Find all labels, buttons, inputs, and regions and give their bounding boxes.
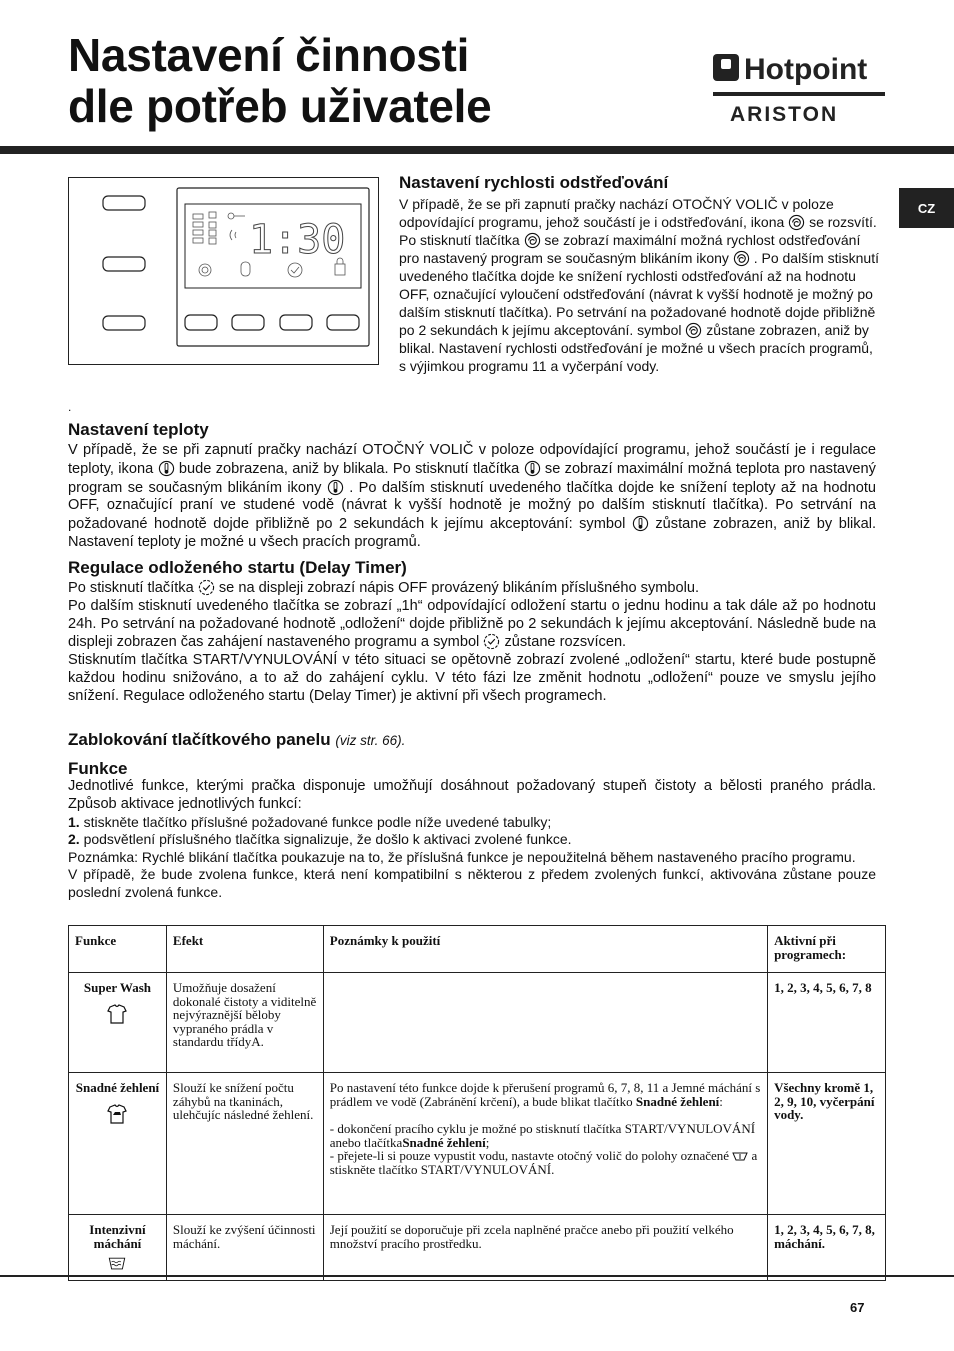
easy-iron-icon	[104, 1101, 130, 1127]
header-rule	[0, 146, 954, 154]
panel-button-bottom-3	[280, 315, 312, 330]
notes-cell: Její použití se doporučuje při zcela naplněné pračce anebo při použití velkého množství pracího prostředku.	[323, 1215, 767, 1281]
table-row	[69, 973, 886, 1073]
shirt-wash-icon	[104, 1001, 130, 1027]
notes-cell: Po nastavení této funkce dojde k přerušení programů 6, 7, 8, 11 a Jemné máchání s prádlem ve vodě (Zabránění krčení), a bude blikat tlačítko Snadné žehlení: - dokončení pracího cyklu je možné po stisknutí tlačítka START/VYNULOVÁNÍ anebo tlačítkaSnadné žehlení; - přejete-li si pouze vypustit vodu, nastavte otočný volič do polohy označené a stiskněte tlačítko START/VYNULOVÁNÍ.	[323, 1073, 767, 1215]
stray-dot: .	[68, 400, 72, 414]
notes-cell	[323, 973, 767, 1073]
temperature-heading: Nastavení teploty	[68, 420, 209, 439]
spin-text: V případě, že se při zapnutí pračky nachází OTOČNÝ VOLIČ v poloze odpovídající programu, jehož součástí je i odstřeďování, ikona se rozsvítí. Po stisknutí tlačítka se zobrazí maximální možná rychlost odstřeďování pro nastavený program se současným blikáním ikony . Po dalším stisknutí uvedeného tlačítka dojde ke snížení rychlosti odstřeďování až na hodnotu OFF, označující vyloučení odstřeďování (návrat k vyšší hodnotě je možný po dalším stisknutí tlačítka). Po setrvání na požadované hodnotě dojde přibližně po 2 sekundách k jejímu akceptování. symbol zůstane zobrazen, aniž by blikal. Nastavení rychlosti odstřeďování je možné u všech pracích programů, s výjimkou programu 11 a vyčerpání vody.	[399, 196, 879, 374]
programs-cell: 1, 2, 3, 4, 5, 6, 7, 8, máchání.	[768, 1215, 886, 1281]
intensive-rinse-icon	[106, 1252, 128, 1272]
function-name: Intenzivní máchání	[89, 1222, 146, 1251]
function-cell	[69, 1073, 167, 1215]
table-row	[69, 1073, 886, 1215]
panel-button-bottom-4	[327, 315, 359, 330]
effect-cell: Slouží ke zvýšení účinnosti máchání.	[166, 1215, 323, 1281]
table-header-row	[69, 926, 886, 973]
delay-timer-icon	[483, 633, 500, 650]
function-cell	[69, 1215, 167, 1281]
lcd-time-readout: 1:30	[249, 217, 346, 263]
control-panel-illustration	[68, 177, 379, 365]
panel-button-left-1	[103, 196, 145, 210]
keylock-heading: Zablokování tlačítkového panelu (viz str. 66).	[68, 730, 406, 749]
header-cell: Poznámky k použití	[323, 926, 767, 973]
temperature-icon	[327, 479, 344, 496]
header-cell: Funkce	[69, 926, 167, 973]
function-cell	[69, 973, 167, 1073]
logo-brand-sub: ARISTON	[730, 103, 839, 126]
language-tab: CZ	[899, 188, 954, 228]
spin-heading: Nastavení rychlosti odstřeďování	[399, 173, 669, 192]
functions-text: Jednotlivé funkce, kterými pračka disponuje umožňují dosáhnout požadovaný stupeň čistoty a bělosti praného prádla. Způsob aktivace jednotlivých funkcí: 1. stiskněte tlačítko příslušné požadované funkce podle níže uvedené tabulky; 2. podsvětlení příslušného tlačítka signalizuje, že došlo k aktivaci zvolené funkce. Poznámka: Rychlé blikání tlačítka poukazuje na to, že příslušná funkce je nepoužitelná během nastaveného pracího programu. V případě, že bude zvolena funkce, která není kompatibilní s některou z předem zvolených funkcí, aktivována zůstane pouze poslední zvolená funkce.	[68, 778, 876, 900]
function-name: Snadné žehlení	[75, 1080, 160, 1095]
drain-icon	[732, 1150, 748, 1162]
temperature-icon	[524, 460, 541, 477]
delay-heading: Regulace odloženého startu (Delay Timer)	[68, 558, 407, 577]
logo-brand: Hotpoint	[744, 53, 868, 86]
function-name: Super Wash	[83, 980, 151, 995]
spin-icon	[733, 250, 750, 267]
panel-button-left-3	[103, 316, 145, 330]
spin-icon	[524, 232, 541, 249]
functions-heading: Funkce	[68, 759, 128, 778]
panel-button-bottom-2	[232, 315, 264, 330]
panel-button-bottom-1	[185, 315, 217, 330]
programs-cell: 1, 2, 3, 4, 5, 6, 7, 8	[768, 973, 886, 1073]
title-line-1: Nastavení činnosti	[68, 29, 470, 81]
functions-table	[68, 925, 886, 1281]
footer-rule	[0, 1275, 954, 1277]
page-number: 67	[850, 1300, 865, 1315]
spin-icon	[788, 214, 805, 231]
temperature-icon	[158, 460, 175, 477]
hotpoint-ariston-logo	[712, 52, 887, 127]
title-line-2: dle potřeb uživatele	[68, 80, 492, 132]
header-cell: Efekt	[166, 926, 323, 973]
temperature-text: V případě, že se při zapnutí pračky nachází OTOČNÝ VOLIČ v poloze odpovídající programu, jehož součástí je i regulace teploty, ikona bude zobrazena, aniž by blikala. Po stisknutí tlačítka se zobrazí maximální možná teplota pro nastavený program se současným blikáním ikony . Po dalším stisknutí uvedeného tlačítka dojde ke snížení teploty až na hodnotu OFF, označující praní ve studené vodě (návrat k vyšší hodnotě je možný po dalším stisknutí tlačítka). Po setrvání na požadované hodnotě dojde přibližně po 2 sekundách k jejímu akceptování: symbol zůstane zobrazen, aniž by blikal. Nastavení teploty je možné u všech pracích programů.	[68, 442, 877, 550]
delay-text: Po stisknutí tlačítka se na displeji zobrazí nápis OFF provázený blikáním příslušného symbolu. Po dalším stisknutí uvedeného tlačítka se zobrazí „1h“ odpovídající odložení startu o jednu hodinu a tak dále až po hodnotu 24h. Po setrvání na požadované hodnotě „odložení“ dojde přibližně po 2 sekundách k jejímu akceptování. Následně bude na displeji zobrazen čas zahájení nastaveného programu a symbol zůstane rozsvícen. Stisknutím tlačítka START/VYNULOVÁNÍ v této situaci se opětovně zobrazí zvolené „odložení“ startu, které bude postupně každou hodinu snižováno, a to až do zahájení cyklu. V této fázi lze změnit hodnotu „odložení“ pouze ve smyslu jejího snížení. Regulace odloženého startu (Delay Timer) je aktivní při všech programech.	[68, 580, 876, 704]
effect-cell: Umožňuje dosažení dokonalé čistoty a viditelně nejvýraznější běloby vypraného prádla v standardu třídyA.	[166, 973, 323, 1073]
temperature-icon	[632, 515, 649, 532]
delay-timer-icon	[198, 579, 215, 596]
table-row	[69, 1215, 886, 1281]
header-cell: Aktivní při programech:	[768, 926, 886, 973]
programs-cell: Všechny kromě 1, 2, 9, 10, vyčerpání vody.	[768, 1073, 886, 1215]
page-title	[68, 30, 491, 132]
effect-cell: Slouží ke snížení počtu záhybů na tkaninách, ulehčujíc následné žehlení.	[166, 1073, 323, 1215]
panel-button-left-2	[103, 257, 145, 271]
spin-icon	[685, 322, 702, 339]
keylock-page-ref: (viz str. 66).	[335, 733, 406, 748]
